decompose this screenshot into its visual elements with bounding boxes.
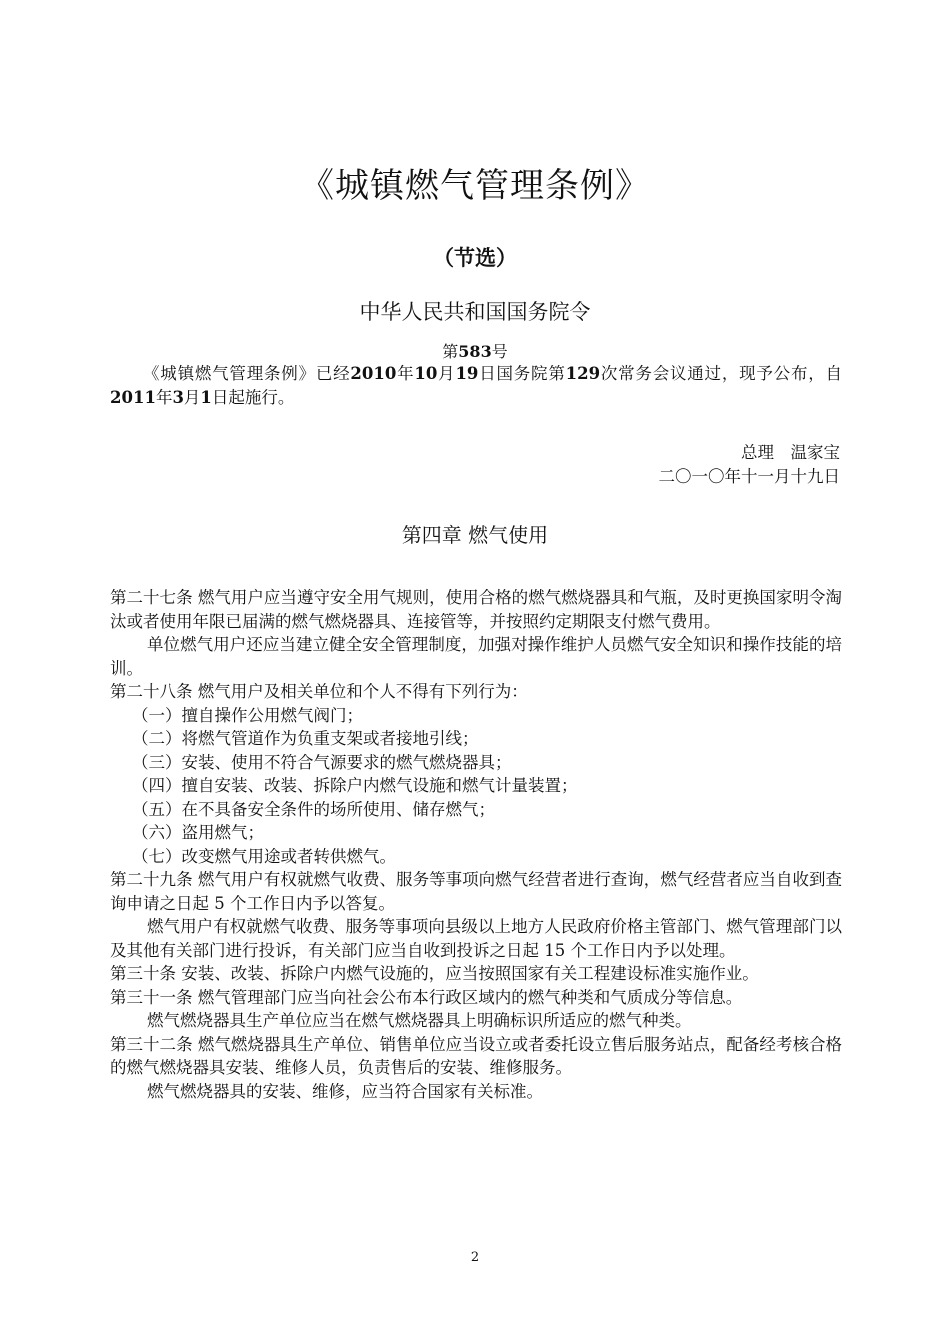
article-28: 第二十八条 燃气用户及相关单位和个人不得有下列行为：	[110, 682, 528, 701]
intro-text: 月	[183, 387, 201, 407]
intro-effective-month: 3	[172, 387, 184, 407]
intro-text: 年	[396, 364, 415, 383]
article-31-para-2: 燃气燃烧器具生产单位应当在燃气燃烧器具上明确标识所适应的燃气种类。	[147, 1011, 692, 1030]
document-subtitle: （节选）	[433, 246, 517, 270]
article-28-item: （六）盗用燃气；	[132, 823, 264, 842]
article-28-item: （七）改变燃气用途或者转供燃气。	[132, 846, 396, 866]
article-28-item: （三）安装、使用不符合气源要求的燃气燃烧器具；	[132, 752, 512, 772]
intro-effective-year: 2011	[110, 387, 156, 407]
article-27-para-2: 单位燃气用户还应当建立健全安全管理制度，加强对操作维护人员燃气安全知识和操作技能的培训。	[110, 635, 842, 678]
intro-text: 年	[155, 387, 173, 407]
article-28-item: （一）擅自操作公用燃气阀门；	[132, 705, 363, 725]
article-28-item: （四）擅自安装、改装、拆除户内燃气设施和燃气计量装置；	[132, 776, 578, 795]
article-29: 第二十九条 燃气用户有权就燃气收费、服务等事项向燃气经营者进行查询，燃气经营者应当自收到查询申请之日起 5 个工作日内予以答复。	[110, 870, 842, 913]
article-32-para-2: 燃气燃烧器具的安装、维修，应当符合国家有关标准。	[147, 1081, 543, 1101]
signature-date: 二〇一〇年十一月十九日	[658, 467, 840, 486]
signature-premier: 总理 温家宝	[741, 443, 840, 462]
intro-session: 129	[565, 364, 601, 383]
article-30: 第三十条 安装、改装、拆除户内燃气设施的，应当按照国家有关工程建设标准实施作业。	[110, 964, 759, 983]
intro-year: 2010	[350, 364, 397, 383]
articles-section	[110, 586, 842, 1103]
article-27: 第二十七条 燃气用户应当遵守安全用气规则，使用合格的燃气燃烧器具和气瓶，及时更换国家明令淘汰或者使用年限已届满的燃气燃烧器具、连接管等，并按照约定期限支付燃气费用。	[110, 588, 842, 631]
intro-paragraph	[110, 362, 842, 409]
document-title: 《城镇燃气管理条例》	[300, 166, 650, 206]
decree-issuer: 中华人民共和国国务院令	[359, 300, 591, 324]
intro-text: 《城镇燃气管理条例》已经	[143, 364, 351, 383]
intro-effective-day: 1	[200, 387, 212, 407]
article-28-item: （五）在不具备安全条件的场所使用、储存燃气；	[132, 799, 495, 819]
decree-number-value: 583	[458, 342, 492, 361]
intro-month: 10	[414, 364, 438, 383]
intro-text: 月	[437, 364, 456, 383]
decree-number-prefix: 第	[442, 342, 459, 361]
intro-day: 19	[455, 364, 479, 383]
decree-number-suffix: 号	[491, 342, 508, 361]
article-29-para-2: 燃气用户有权就燃气收费、服务等事项向县级以上地方人民政府价格主管部门、燃气管理部门以及其他有关部门进行投诉，有关部门应当自收到投诉之日起 15 个工作日内予以处理。	[110, 917, 842, 960]
intro-text: 日起施行。	[211, 387, 295, 407]
decree-number	[0, 339, 950, 362]
page-number: 2	[470, 1250, 480, 1265]
intro-text: 次常务会议通过，现予公布，自	[600, 364, 843, 383]
chapter-heading: 第四章 燃气使用	[401, 523, 549, 547]
article-32: 第三十二条 燃气燃烧器具生产单位、销售单位应当设立或者委托设立售后服务站点，配备经考核合格的燃气燃烧器具安装、维修人员，负责售后的安装、维修服务。	[110, 1034, 842, 1077]
intro-text: 日国务院第	[478, 364, 566, 383]
article-31: 第三十一条 燃气管理部门应当向社会公布本行政区域内的燃气种类和气质成分等信息。	[110, 987, 743, 1007]
article-28-item: （二）将燃气管道作为负重支架或者接地引线；	[132, 729, 479, 748]
